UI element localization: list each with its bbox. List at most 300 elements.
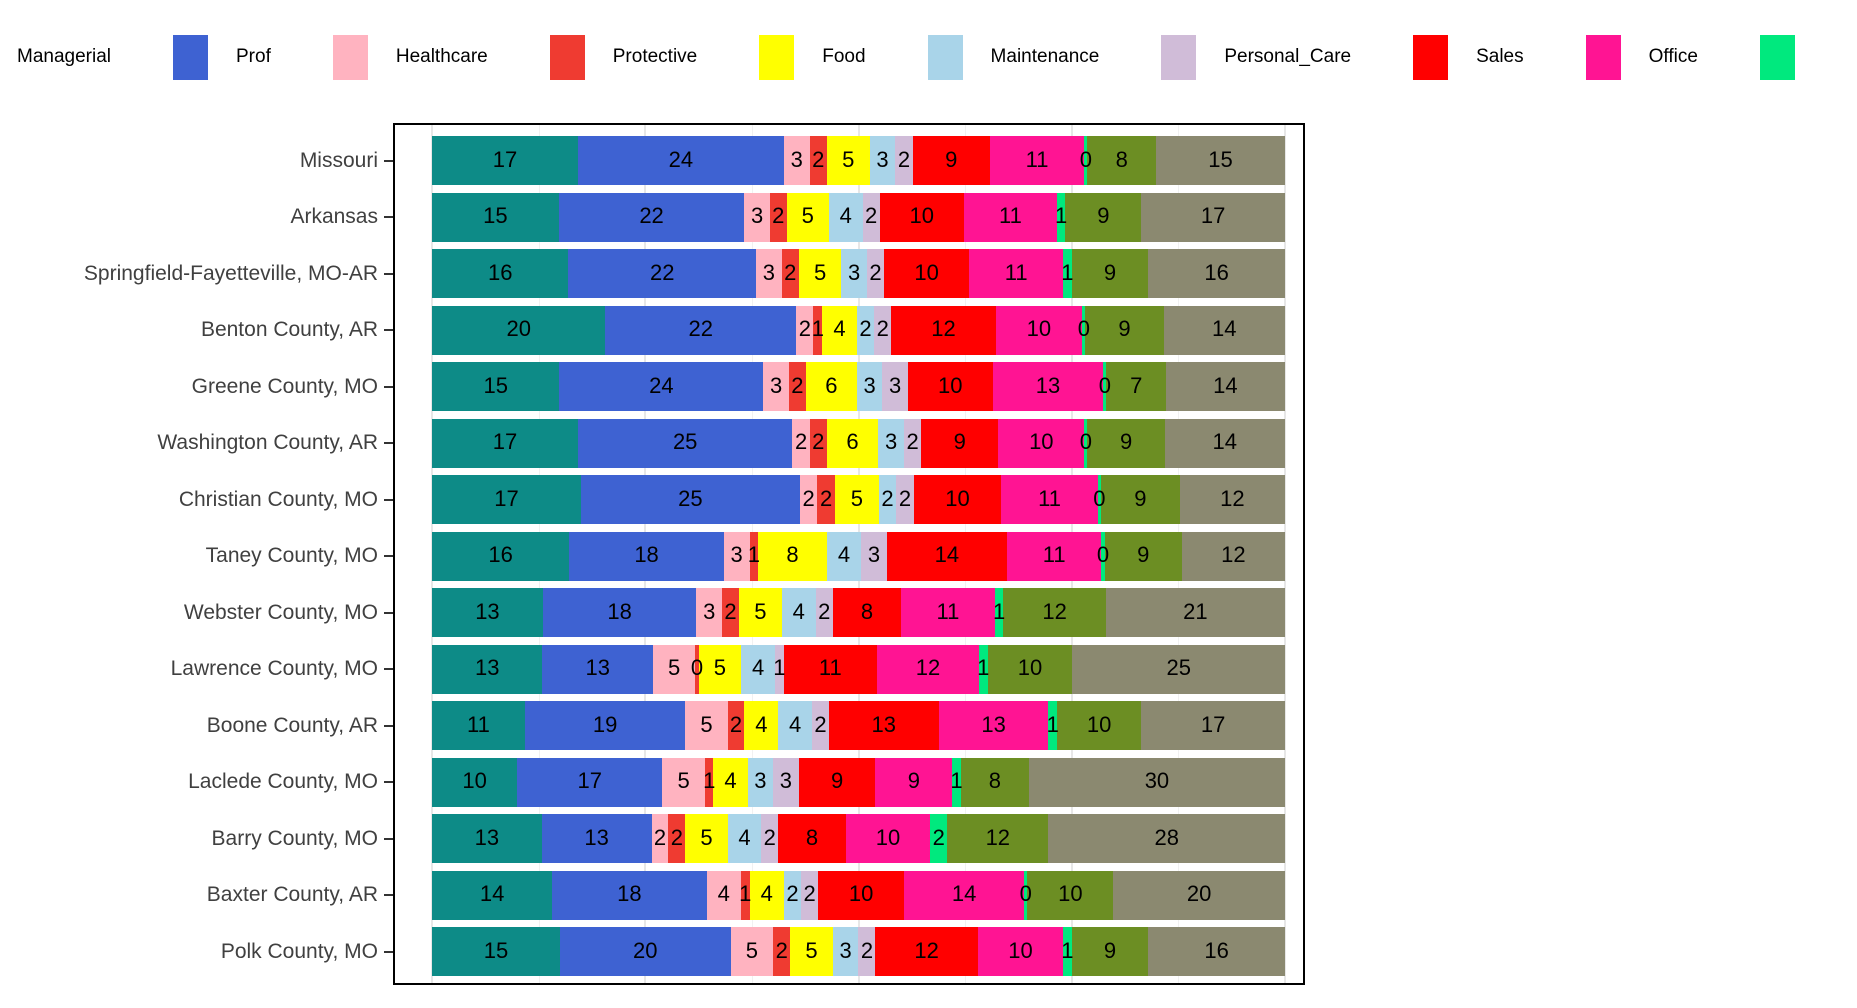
bar-segment-value: 20 [632,937,658,963]
bar-segment-value: 22 [639,203,664,229]
stacked-bar [432,871,1285,920]
bar-segment [773,927,790,976]
bar-segment-value: 28 [1154,824,1179,850]
bar-segment [747,532,760,581]
bar-segment [993,362,1103,411]
bar-segment [947,814,1048,863]
bar-segment-value: 18 [607,598,632,624]
y-axis-label: Laclede County, MO [188,770,378,793]
bar-segment-value: 1 [747,542,760,568]
stacked-bar [432,758,1285,807]
bar-segment [895,136,912,185]
bar-segment [728,814,762,863]
bar-segment [978,927,1063,976]
bar-segment-value: 13 [474,655,500,681]
bar-segment [913,136,990,185]
bar-segment [1072,927,1149,976]
stacked-bar [432,701,1285,750]
stacked-bar [432,814,1285,863]
bar-segment-value: 30 [1144,768,1170,794]
bar-segment [731,927,774,976]
bar-segment-value: 5 [754,598,767,624]
bar-segment-value: 2 [775,937,788,963]
legend-label: Healthcare [395,46,488,67]
legend-swatch [1760,35,1795,80]
bar-segment-value: 0 [1093,485,1106,511]
bar-segment-value: 19 [592,711,618,737]
bar-segment [1027,871,1113,920]
legend-label: Prof [236,46,271,67]
bar-segment-value: 8 [988,768,1001,794]
bar-segment-value: 4 [792,598,805,624]
bar-segment-value: 1 [739,881,752,907]
bar-segment [901,588,995,637]
bar-segment-value: 3 [751,203,764,229]
bar-segment-value: 2 [812,429,825,455]
bar-segment [696,588,722,637]
bar-segment-value: 5 [677,768,690,794]
y-tick-mark [384,612,393,614]
bar-segment-value: 0 [1079,429,1092,455]
legend [0,33,1857,81]
bar-segment [833,588,901,637]
bar-segment [741,645,775,694]
bar-segment [581,475,800,524]
y-tick-mark [384,442,393,444]
stacked-bar [432,306,1285,355]
bar-segment-value: 24 [668,146,694,172]
bar-segment [778,701,812,750]
bar-segment [605,306,796,355]
bar-segment [432,871,552,920]
bar-segment-value: 4 [738,824,751,850]
bar-segment-value: 13 [981,711,1006,737]
bar-segment-value: 3 [848,259,861,285]
bar-segment [1113,871,1285,920]
bar-segment [790,927,833,976]
y-axis-label: Baxter County, AR [206,883,378,906]
bar-segment [744,193,769,242]
bar-segment-value: 2 [906,429,919,455]
bar-segment [1105,532,1182,581]
bar-segment [525,701,685,750]
bar-segment [996,306,1083,355]
bar-segment [432,701,525,750]
y-tick-mark [384,160,393,162]
bar-segment-value: 12 [1221,542,1246,568]
bar-segment [782,588,816,637]
bar-segment [813,306,822,355]
bar-segment-value: 5 [745,937,758,963]
y-axis-label: Barry County, MO [211,826,378,850]
legend-swatch [173,35,208,80]
bar-segment-value: 14 [951,881,977,907]
bar-segment [784,645,877,694]
y-axis-label: Springfield-Fayetteville, MO-AR [83,261,378,285]
bar-segment-value: 10 [848,881,874,907]
bar-segment [1029,758,1285,807]
legend-swatch [928,35,963,80]
bar-segment [939,701,1049,750]
bar-segment-value: 17 [494,485,519,511]
bar-segment-value: 10 [1029,429,1054,455]
bar-segment [432,645,542,694]
bar-segment [773,758,799,807]
bar-segment [806,362,857,411]
bar-segment-value: 13 [871,711,897,737]
bar-segment [432,306,605,355]
bar-segment [880,193,964,242]
bar-segment [964,193,1057,242]
y-tick-mark [384,725,393,727]
bar-segment [816,588,833,637]
bar-row [432,415,1285,472]
bar-segment [1063,927,1072,976]
bar-segment [1085,306,1163,355]
bar-segment-value: 12 [1220,485,1245,511]
bar-segment-value: 9 [907,768,920,794]
bar-row [432,189,1285,246]
bar-segment-value: 11 [1038,485,1061,511]
bar-segment-value: 4 [755,711,768,737]
bar-segment-value: 12 [914,937,939,963]
bar-segment [1055,193,1068,242]
bar-segment-value: 4 [837,542,851,568]
bar-segment [792,419,809,468]
legend-swatch [1586,35,1621,80]
y-tick-mark [384,894,393,896]
bar-segment-value: 3 [863,372,876,398]
bar-segment [1072,645,1284,694]
bar-row [432,923,1285,980]
y-tick-mark [384,781,393,783]
bar-segment [758,532,827,581]
bar-segment-value: 13 [585,655,610,681]
bar-segment [569,532,723,581]
bar-segment-value: 14 [1211,316,1237,342]
y-axis-label: Webster County, MO [183,600,378,624]
bar-segment [800,475,818,524]
stacked-bar [432,475,1285,524]
bar-segment [801,871,818,920]
y-tick-mark [384,273,393,275]
legend-item-office [1586,35,1698,80]
bar-segment-value: 2 [812,146,825,172]
bar-segment [1087,419,1164,468]
bar-segment-value: 5 [850,485,863,511]
bar-segment-value: 10 [1058,881,1083,907]
bar-row [432,358,1285,415]
bar-segment [812,701,829,750]
bar-segment-value: 9 [1134,485,1147,511]
bar-segment [998,419,1084,468]
bar-segment-value: 7 [1130,372,1143,398]
legend-item-cutoff [1760,35,1795,80]
bar-segment [543,588,697,637]
bar-segment-value: 2 [791,372,804,398]
bar-segment [778,814,846,863]
bar-segment [784,871,801,920]
bar-segment [921,419,998,468]
bar-segment [799,758,876,807]
bar-segment-value: 0 [1019,881,1032,907]
bar-segment-value: 3 [885,429,898,455]
bar-row [432,810,1285,867]
bar-segment [1156,136,1285,185]
bar-segment-value: 8 [805,824,819,850]
bar-segment-value: 12 [931,316,956,342]
y-axis-label: Benton County, AR [200,318,378,341]
y-axis-label: Polk County, MO [220,939,378,963]
bar-segment-value: 9 [830,768,844,794]
bar-segment-value: 3 [703,598,716,624]
bar-segment-value: 3 [876,146,889,172]
bar-segment-value: 9 [1118,316,1131,342]
bar-row [432,641,1285,698]
bar-segment [739,588,782,637]
bar-segment-value: 3 [839,937,852,963]
bar-row [432,528,1285,585]
bar-segment [517,758,662,807]
legend-swatch [759,35,794,80]
bar-segment-value: 1 [1055,203,1068,229]
bar-segment-value: 2 [786,881,799,907]
bar-segment-value: 25 [678,485,703,511]
bar-segment [578,419,793,468]
bar-segment [829,701,939,750]
stacked-bar [432,645,1285,694]
bar-segment-value: 5 [700,711,713,737]
bar-segment [1141,193,1285,242]
plot-panel [393,123,1305,985]
bar-segment-value: 14 [479,881,505,907]
bar-segment [1063,249,1072,298]
bar-segment [867,249,884,298]
bar-segment-value: 17 [1200,711,1226,737]
bar-segment [1065,193,1141,242]
bar-segment-value: 17 [492,429,518,455]
legend-label: Managerial [17,46,111,67]
bar-segment [857,362,882,411]
bar-segment-value: 5 [805,937,818,963]
bar-segment [818,871,904,920]
bar-segment-value: 15 [483,372,508,398]
bar-segment [904,419,921,468]
bar-segment-value: 1 [993,598,1006,624]
bar-segment-value: 14 [1213,372,1238,398]
bar-segment [713,758,747,807]
bar-segment [1148,927,1284,976]
bar-segment [1101,475,1180,524]
bar-row [432,302,1285,359]
bar-segment [857,306,874,355]
bar-segment-value: 2 [897,146,911,172]
bar-segment [432,419,578,468]
bar-segment [961,758,1029,807]
bar-segment-value: 2 [729,711,743,737]
bar-segment [787,193,829,242]
y-axis-label: Lawrence County, MO [170,657,378,680]
legend-label: Sales [1476,46,1524,67]
y-axis-label: Christian County, MO [178,487,378,511]
y-axis-label: Washington County, AR [157,431,378,454]
bar-rows [432,132,1285,980]
bar-row [432,867,1285,924]
legend-label: Office [1648,46,1698,67]
bar-segment-value: 11 [467,711,490,737]
bar-segment-value: 2 [803,881,816,907]
bar-segment [789,362,806,411]
bar-segment [988,645,1073,694]
bar-segment-value: 13 [474,824,500,850]
legend-item-personal_care [1161,35,1351,80]
bar-segment [1165,419,1285,468]
bar-segment-value: 20 [1186,881,1212,907]
bar-segment-value: 2 [784,259,797,285]
bar-segment [1003,588,1105,637]
bar-segment [744,701,778,750]
bar-segment-value: 3 [770,372,783,398]
bar-segment-value: 14 [934,542,960,568]
bar-segment-value: 1 [703,768,716,794]
bar-segment [884,249,969,298]
bar-segment-value: 13 [584,824,609,850]
bar-segment-value: 9 [1103,259,1117,285]
bar-segment [432,362,559,411]
bar-segment-value: 21 [1183,598,1208,624]
bar-segment [874,306,891,355]
bar-segment-value: 5 [801,203,814,229]
bar-row [432,471,1285,528]
bar-segment-value: 6 [846,429,859,455]
bar-segment [432,532,569,581]
bar-segment-value: 0 [1096,542,1110,568]
bar-segment-value: 16 [1204,937,1229,963]
bar-segment-value: 1 [950,768,963,794]
bar-segment [432,249,568,298]
stacked-bar [432,588,1285,637]
bar-segment-value: 8 [786,542,799,568]
bar-segment-value: 22 [650,259,675,285]
legend-item-sales [1413,35,1524,80]
bar-segment [668,814,685,863]
bar-segment [799,249,842,298]
bar-row [432,584,1285,641]
y-axis-label: Taney County, MO [205,544,378,567]
bar-segment [722,588,739,637]
bar-segment-value: 22 [688,316,714,342]
y-tick-mark [384,668,393,670]
bar-segment [1164,306,1285,355]
stacked-bar [432,193,1285,242]
bar-segment-value: 0 [1077,316,1090,342]
y-tick-mark [384,386,393,388]
bar-segment-value: 2 [876,316,889,342]
bar-segment-value: 10 [938,372,963,398]
bar-segment-value: 15 [1208,146,1233,172]
bar-segment-value: 15 [483,937,509,963]
bar-segment-value: 4 [760,881,773,907]
bar-segment [1182,532,1285,581]
bar-segment-value: 16 [488,542,513,568]
bar-segment [1141,701,1285,750]
stacked-bar [432,532,1285,581]
bar-segment [930,814,947,863]
bar-segment-value: 3 [762,259,776,285]
bar-segment [863,193,880,242]
bar-segment-value: 17 [1200,203,1226,229]
bar-segment-value: 12 [985,824,1011,850]
bar-segment [432,588,543,637]
bar-segment [817,475,835,524]
bar-segment-value: 4 [789,711,802,737]
bar-segment-value: 10 [462,768,487,794]
bar-segment-value: 13 [1035,372,1061,398]
bar-segment [846,814,930,863]
bar-segment-value: 1 [811,316,824,342]
bar-segment [699,645,741,694]
bar-row [432,697,1285,754]
stacked-bar [432,249,1285,298]
bar-segment-value: 0 [1098,372,1111,398]
bar-segment-value: 5 [668,655,681,681]
bar-segment [432,475,581,524]
legend-item-food [759,35,865,80]
bar-segment [1166,362,1285,411]
bar-segment-value: 5 [842,146,855,172]
bar-segment [741,871,750,920]
bar-segment-value: 25 [672,429,698,455]
bar-segment [896,475,914,524]
y-axis-label: Arkansas [290,205,378,228]
bar-segment [1106,362,1165,411]
y-tick-mark [384,216,393,218]
bar-segment [559,193,745,242]
bar-segment-value: 0 [690,655,704,681]
bar-segment [827,532,861,581]
bar-segment-value: 3 [867,542,881,568]
bar-segment [908,362,993,411]
bar-segment-value: 15 [483,203,508,229]
bar-segment [827,419,878,468]
bar-segment-value: 11 [1025,146,1049,172]
y-axis-label: Missouri [299,148,378,172]
legend-swatch [550,35,585,80]
bar-segment-value: 6 [825,372,838,398]
bar-segment [432,758,517,807]
bar-segment [835,475,879,524]
bar-segment-value: 2 [802,485,815,511]
bar-segment [904,871,1024,920]
bar-segment [891,306,995,355]
bar-segment [750,871,784,920]
bar-segment [1007,532,1101,581]
bar-segment-value: 18 [617,881,642,907]
bar-segment-value: 2 [859,316,872,342]
bar-segment [887,532,1007,581]
bar-segment [969,249,1063,298]
bar-segment-value: 17 [577,768,603,794]
legend-label: Protective [612,46,698,67]
stacked-bar [432,419,1285,468]
bar-segment-value: 10 [909,203,935,229]
bar-segment-value: 0 [1079,146,1092,172]
bar-segment-value: 11 [999,203,1022,229]
bar-segment-value: 24 [649,372,674,398]
bar-segment-value: 12 [1042,598,1067,624]
bar-segment [879,475,897,524]
bar-segment [833,927,859,976]
